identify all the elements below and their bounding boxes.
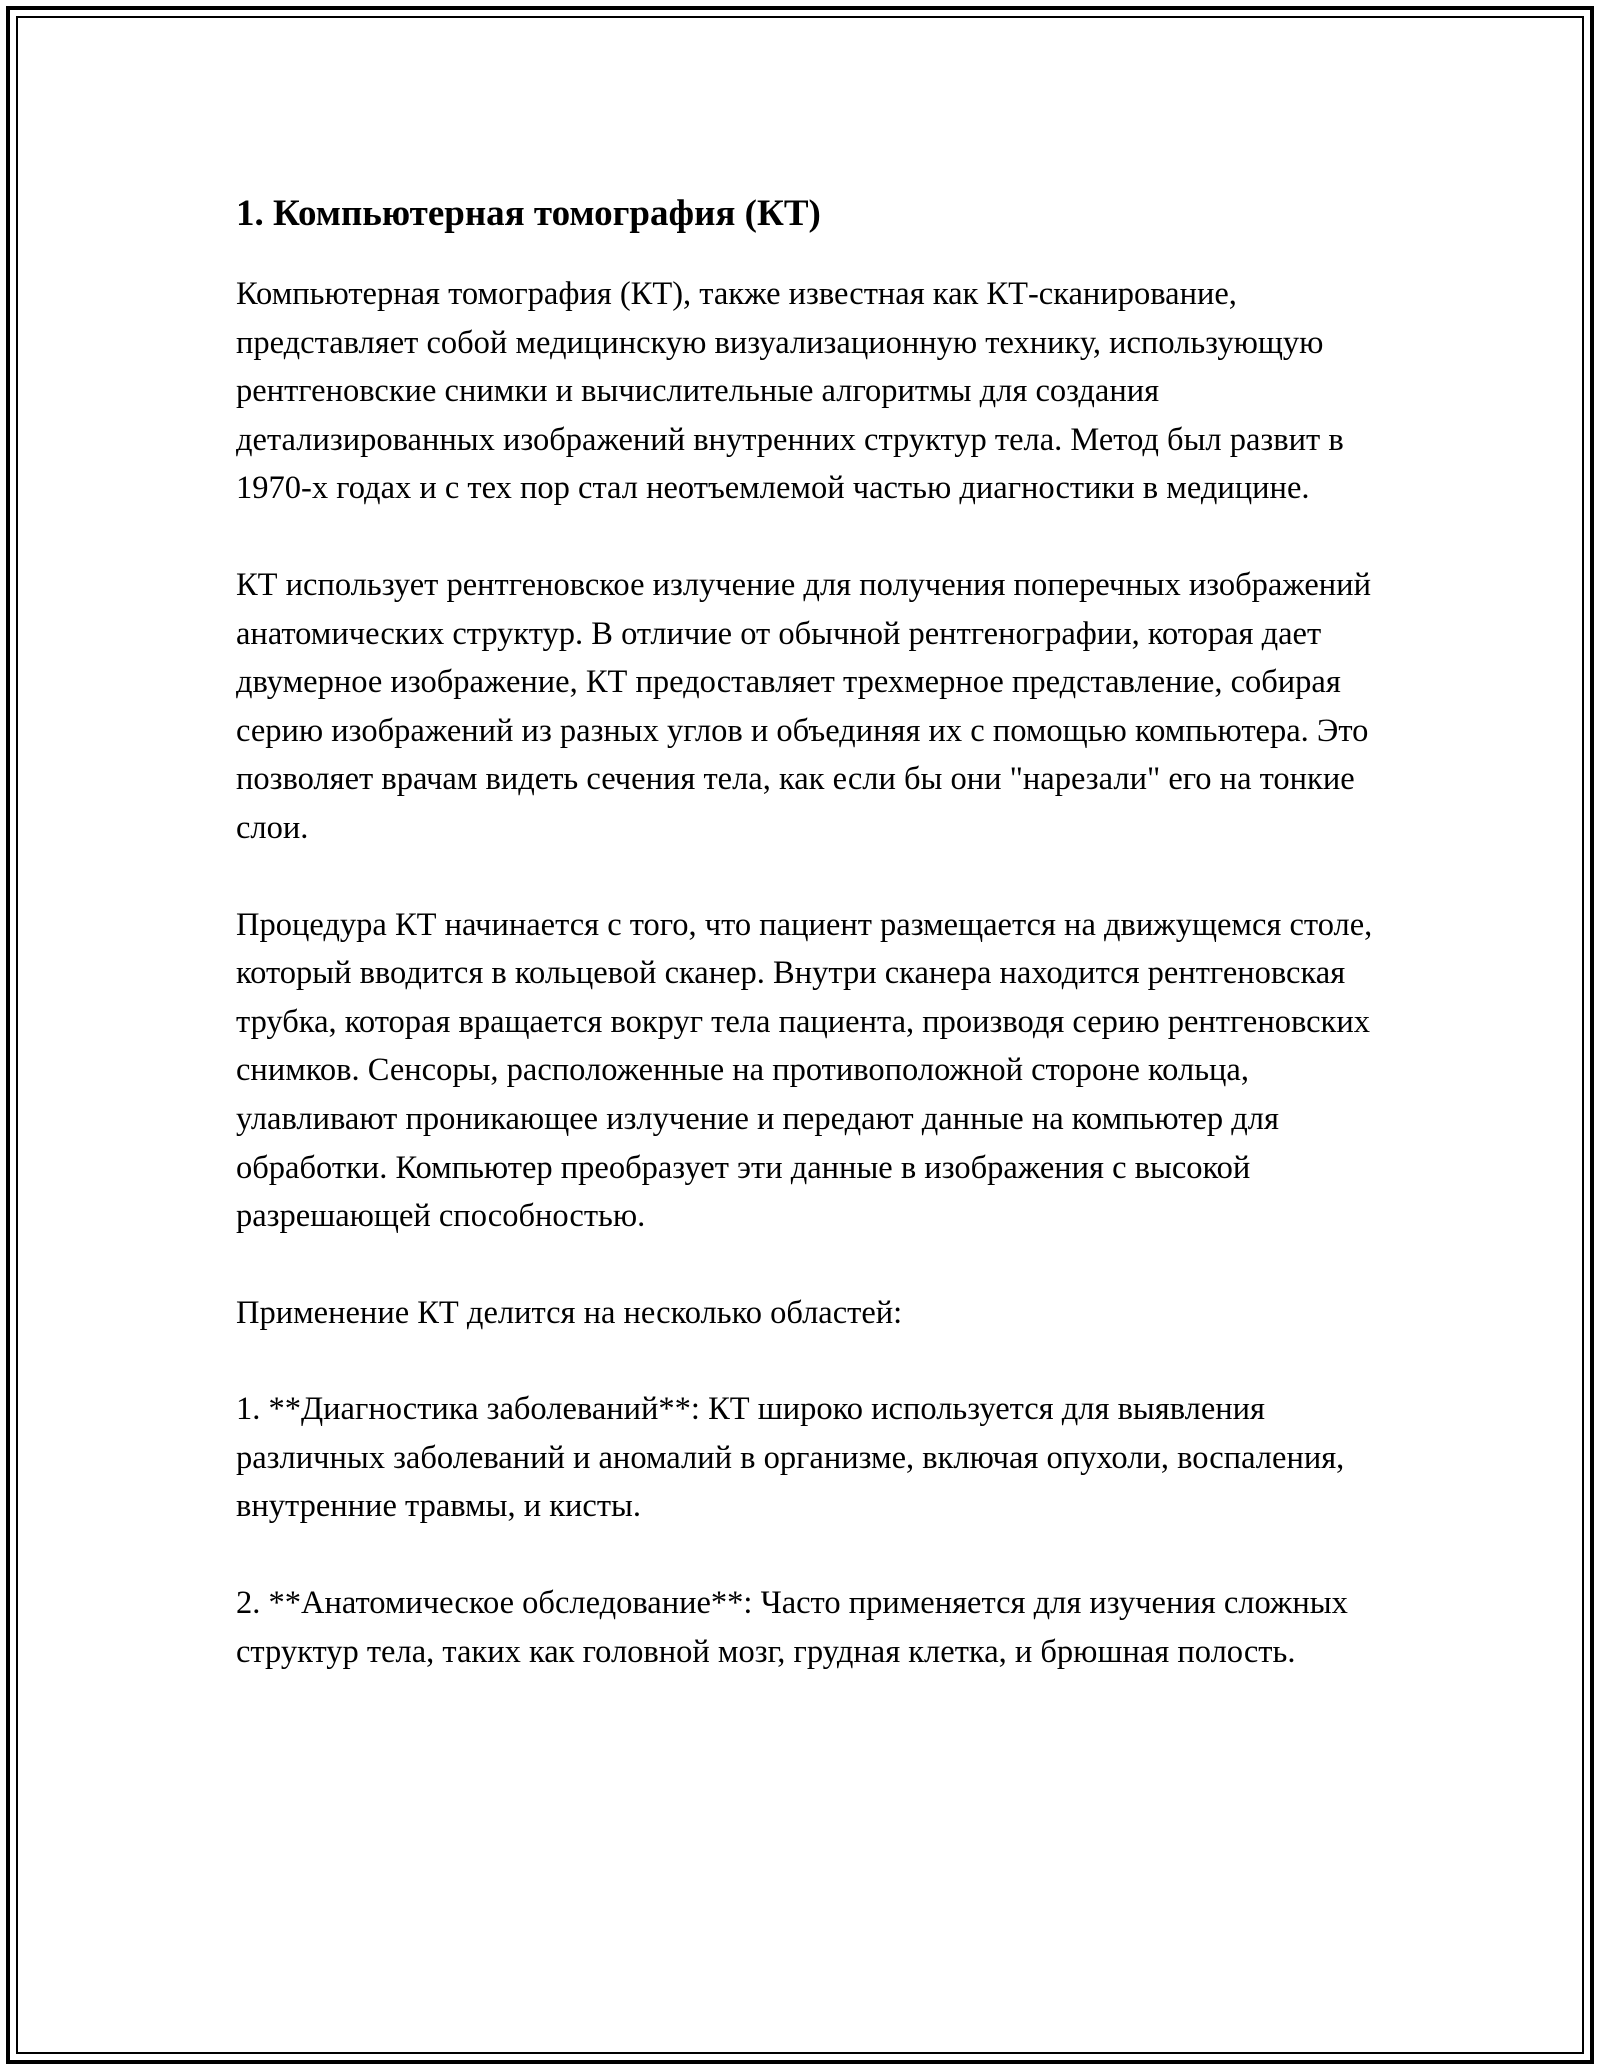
document-body: [236, 188, 1376, 1724]
list-item-anatomy: 2. **Анатомическое обследование**: Часто применяется для изучения сложных структур тела, таких как головной мозг, грудная клетка, и брюшная полость.: [236, 1585, 1348, 1670]
paragraph-intro: Компьютерная томография (КТ), также известная как КТ-сканирование, представляет собой медицинскую визуализационную технику, использующую рентгеновские снимки и вычислительные алгоритмы для создания детализированных изображений внутренних структур тела. Метод был развит в 1970-х годах и с тех пор стал неотъемлемой частью диагностики в медицине.: [236, 276, 1344, 507]
document-title: 1. Компьютерная томография (КТ): [236, 193, 821, 234]
list-item-diagnostics: 1. **Диагностика заболеваний**: КТ широко используется для выявления различных заболеваний и аномалий в организме, включая опухоли, воспаления, внутренние травмы, и кисты.: [236, 1391, 1345, 1525]
paragraph-procedure: Процедура КТ начинается с того, что пациент размещается на движущемся столе, который вводится в кольцевой сканер. Внутри сканера находится рентгеновская трубка, которая вращается вокруг тела пациента, производя серию рентгеновских снимков. Сенсоры, расположенные на противоположной стороне кольца, улавливают проникающее излучение и передают данные на компьютер для обработки. Компьютер преобразует эти данные в изображения с высокой разрешающей способностью.: [236, 906, 1373, 1235]
paragraph-principle: КТ использует рентгеновское излучение для получения поперечных изображений анатомических структур. В отличие от обычной рентгенографии, которая дает двумерное изображение, КТ предоставляет трехмерное представление, собирая серию изображений из разных углов и объединяя их с помощью компьютера. Это позволяет врачам видеть сечения тела, как если бы они "нарезали" его на тонкие слои.: [236, 566, 1371, 846]
paragraph-applications-intro: Применение КТ делится на несколько областей:: [236, 1294, 903, 1331]
